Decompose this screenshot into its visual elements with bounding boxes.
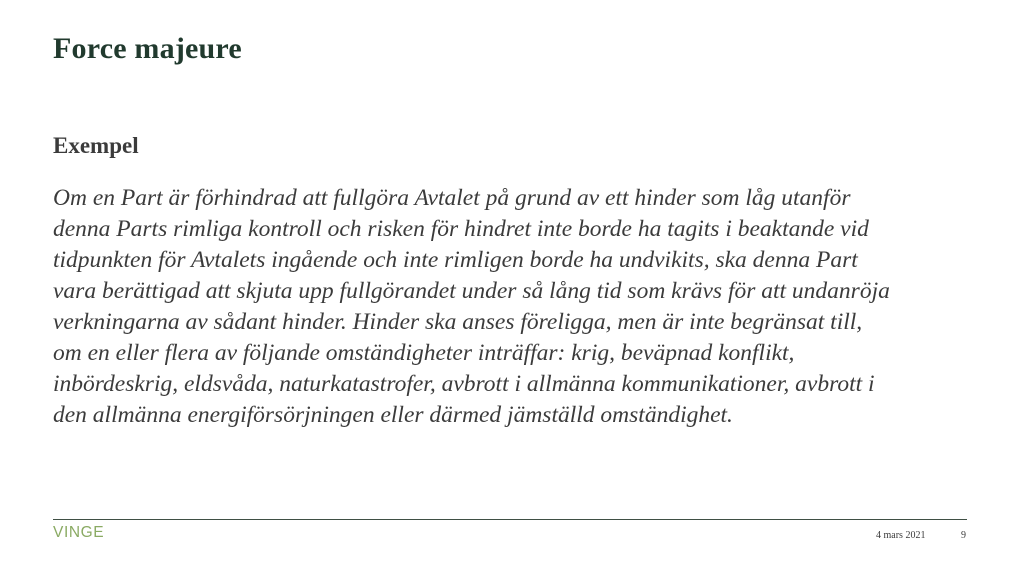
body-line: inbördeskrig, eldsvåda, naturkatastrofer, avbrott i allmänna kommunikationer, avbrott i (53, 371, 875, 397)
body-line: denna Parts rimliga kontroll och risken för hindret inte borde ha tagits i beaktande vid (53, 216, 869, 242)
body-line: om en eller flera av följande omständigheter inträffar: krig, beväpnad konflikt, (53, 340, 795, 366)
slide-title: Force majeure (53, 32, 242, 65)
body-line: den allmänna energiförsörjningen eller därmed jämställd omständighet. (53, 402, 733, 428)
page-number: 9 (961, 530, 966, 541)
body-line: verkningarna av sådant hinder. Hinder ska anses föreligga, men är inte begränsat till, (53, 309, 863, 335)
slide-subheading: Exempel (53, 133, 139, 158)
footer-divider (53, 519, 967, 520)
footer-date: 4 mars 2021 (876, 530, 926, 541)
vinge-logo: VINGE (53, 524, 105, 541)
body-line: vara berättigad att skjuta upp fullgörandet under så lång tid som krävs för att undanröja (53, 278, 890, 304)
body-line: tidpunkten för Avtalets ingående och inte rimligen borde ha undvikits, ska denna Part (53, 247, 858, 273)
body-line: Om en Part är förhindrad att fullgöra Avtalet på grund av ett hinder som låg utanför (53, 185, 851, 211)
body-paragraph (53, 183, 983, 431)
